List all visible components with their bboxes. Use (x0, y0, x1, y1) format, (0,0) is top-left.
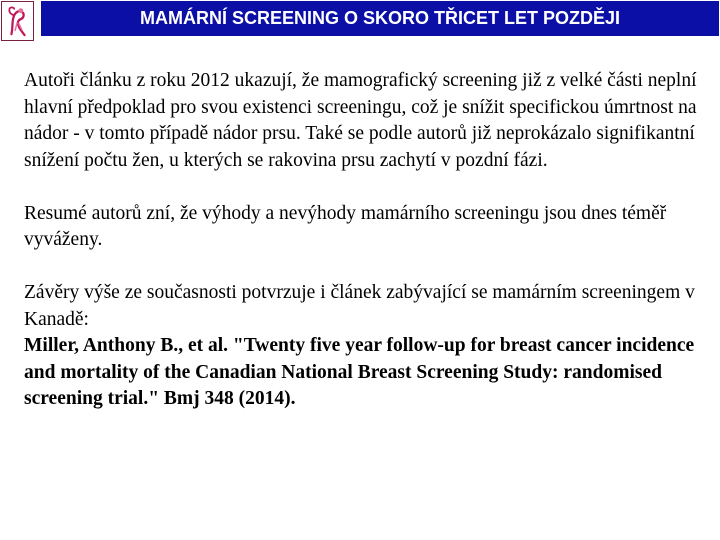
paragraph-authors: Autoři článku z roku 2012 ukazují, že mamografický screening již z velké části neplní hlavní předpoklad pro svou existenci screeningu, což je snížit specifickou úmrtnost na nádor - v tomto případě nádor prsu. Také se podle autorů již neprokázalo signifikantní snížení počtu žen, u kterých se rakovina prsu zachytí v pozdní fázi. (24, 70, 697, 171)
paragraph-summary: Resumé autorů zní, že výhody a nevýhody mamárního screeningu jsou dnes téměř vyváženy. (24, 202, 667, 250)
pink-ribbon-figure-icon (2, 2, 33, 40)
paragraph-spacer (24, 174, 704, 201)
slide-body (24, 68, 704, 413)
logo-icon (1, 1, 34, 41)
citation: Miller, Anthony B., et al. "Twenty five year follow-up for breast cancer incidence and mortality of the Canadian National Breast Screening Study: randomised screening trial." Bmj 348 (2014). (24, 335, 695, 409)
title-bar (41, 1, 719, 36)
page-title: MAMÁRNÍ SCREENING O SKORO TŘICET LET POZDĚJI (139, 8, 621, 28)
paragraph-spacer (24, 254, 704, 281)
paragraph-conclusions: Závěry výše ze současnosti potvrzuje i článek zabývající se mamárním screeningem v Kanadě: (24, 282, 695, 330)
